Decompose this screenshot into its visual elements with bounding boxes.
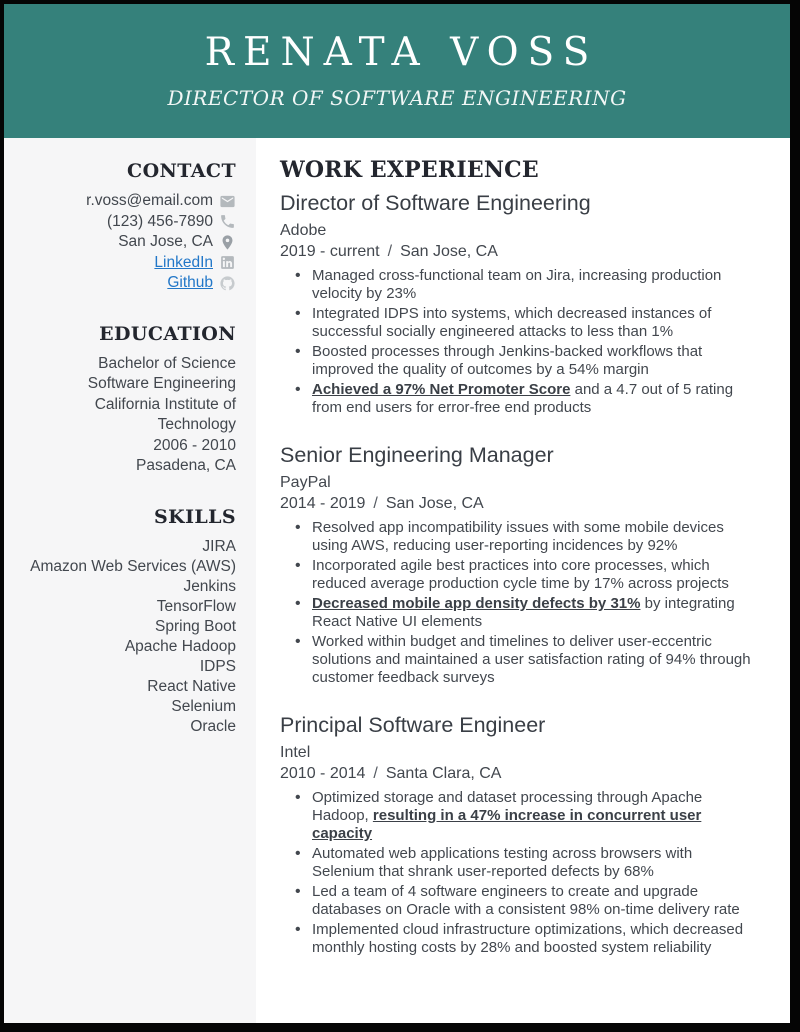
job-dates-location [280, 765, 758, 783]
skill-item: Jenkins [183, 577, 236, 595]
dates-location-separator: / [373, 764, 378, 782]
job-bullet: • Managed cross-functional team on Jira, increasing production velocity by 23% [280, 267, 758, 303]
job-bullet: • Resolved app incompatibility issues with some mobile devices using AWS, reducing user-reporting incidences by 92% [280, 519, 758, 555]
education-line: Software Engineering [87, 375, 236, 392]
contact-heading: CONTACT [127, 160, 236, 182]
contact-list [20, 191, 236, 294]
job-company: Adobe [280, 221, 327, 239]
skill-item: TensorFlow [156, 597, 236, 615]
mail-icon [219, 193, 236, 210]
contact-item [20, 191, 236, 212]
job-entry [280, 190, 758, 417]
contact-value: r.voss@email.com [86, 192, 213, 210]
job-bullets [280, 519, 758, 687]
jobs-list [280, 190, 758, 957]
job-title: Senior Engineering Manager [280, 442, 554, 467]
job-company: PayPal [280, 473, 331, 491]
education-line: 2006 - 2010 [153, 436, 236, 454]
education-line: Bachelor of Science [98, 354, 236, 372]
skill-item: React Native [147, 677, 236, 695]
contact-item [20, 212, 236, 233]
job-title: Director of Software Engineering [280, 191, 591, 215]
job-company: Intel [280, 743, 311, 761]
contact-value: San Jose, CA [118, 233, 213, 251]
job-dates-location [280, 243, 758, 261]
job-dates-location [280, 495, 758, 513]
job-bullet: • Worked within budget and timelines to deliver user-eccentric solutions and maintained a user satisfaction rating of 94% through customer feedback surveys [280, 633, 758, 687]
education-list [20, 354, 236, 477]
skill-item: IDPS [199, 657, 236, 675]
person-name: RENATA VOSS [204, 29, 599, 75]
skill-item: Apache Hadoop [124, 637, 236, 655]
skill-item: Spring Boot [155, 617, 236, 635]
work-experience-heading: WORK EXPERIENCE [280, 157, 539, 183]
job-dates: 2019 - current [280, 242, 380, 260]
contact-link[interactable]: Github [167, 274, 213, 292]
education-section [20, 323, 236, 477]
education-line: Pasadena, CA [136, 457, 236, 474]
job-dates: 2010 - 2014 [280, 764, 366, 782]
job-bullet: • Incorporated agile best practices into core processes, which reduced average production cycle time by 17% across projects [280, 557, 758, 593]
education-line: California Institute of Technology [94, 395, 236, 433]
highlighted-achievement: resulting in a 47% increase in concurrent user capacity [312, 806, 702, 842]
skills-section [20, 506, 236, 737]
location-icon [219, 234, 236, 251]
job-bullet: • Decreased mobile app density defects by 31% by integrating React Native UI elements [280, 595, 758, 631]
highlighted-achievement: Achieved a 97% Net Promoter Score [312, 380, 571, 398]
job-bullets [280, 267, 758, 417]
job-bullet: • Implemented cloud infrastructure optimizations, which decreased monthly hosting costs by 28% and boosted system reliability [280, 921, 758, 957]
job-bullet: • Integrated IDPS into systems, which decreased instances of successful socially engineered attacks to less than 1% [280, 305, 758, 341]
dates-location-separator: / [373, 494, 378, 512]
skill-item: JIRA [202, 537, 236, 555]
contact-section [20, 160, 236, 294]
job-dates: 2014 - 2019 [280, 494, 366, 512]
work-experience-section [256, 138, 790, 1023]
contact-item [20, 253, 236, 274]
job-bullet: • Boosted processes through Jenkins-backed workflows that improved the quality of outcomes by a 54% margin [280, 343, 758, 379]
education-heading: EDUCATION [99, 322, 236, 345]
person-job-title: DIRECTOR OF SOFTWARE ENGINEERING [167, 86, 627, 111]
phone-icon [219, 213, 236, 230]
content-columns [4, 138, 790, 1023]
job-location: Santa Clara, CA [385, 764, 502, 782]
contact-link[interactable]: LinkedIn [154, 253, 213, 271]
job-bullets [280, 789, 758, 957]
sidebar [4, 138, 256, 1023]
job-bullet: • Achieved a 97% Net Promoter Score and a 4.7 out of 5 rating from end users for error-free end products [280, 381, 758, 417]
skill-item: Oracle [190, 717, 236, 735]
dates-location-separator: / [387, 242, 393, 260]
skills-list [20, 537, 236, 737]
job-title: Principal Software Engineer [280, 712, 546, 737]
contact-value: (123) 456-7890 [107, 212, 213, 230]
job-entry [280, 442, 758, 687]
job-location: San Jose, CA [400, 242, 498, 260]
skill-item: Amazon Web Services (AWS) [30, 557, 236, 575]
header-banner [4, 4, 790, 138]
skills-heading: SKILLS [154, 505, 236, 528]
job-bullet: • Optimized storage and dataset processing through Apache Hadoop, resulting in a 47% increase in concurrent user capacity [280, 789, 758, 843]
job-location: San Jose, CA [385, 494, 484, 512]
job-entry [280, 712, 758, 957]
contact-item [20, 232, 236, 253]
github-icon [219, 275, 236, 292]
resume-page [4, 4, 790, 1023]
skill-item: Selenium [171, 697, 236, 715]
highlighted-achievement: Decreased mobile app density defects by 31% [312, 594, 641, 612]
linkedin-icon [219, 254, 236, 271]
job-bullet: • Automated web applications testing across browsers with Selenium that shrank user-reported defects by 68% [280, 845, 758, 881]
job-bullet: • Led a team of 4 software engineers to create and upgrade databases on Oracle with a consistent 98% on-time delivery rate [280, 883, 758, 919]
contact-item [20, 273, 236, 294]
